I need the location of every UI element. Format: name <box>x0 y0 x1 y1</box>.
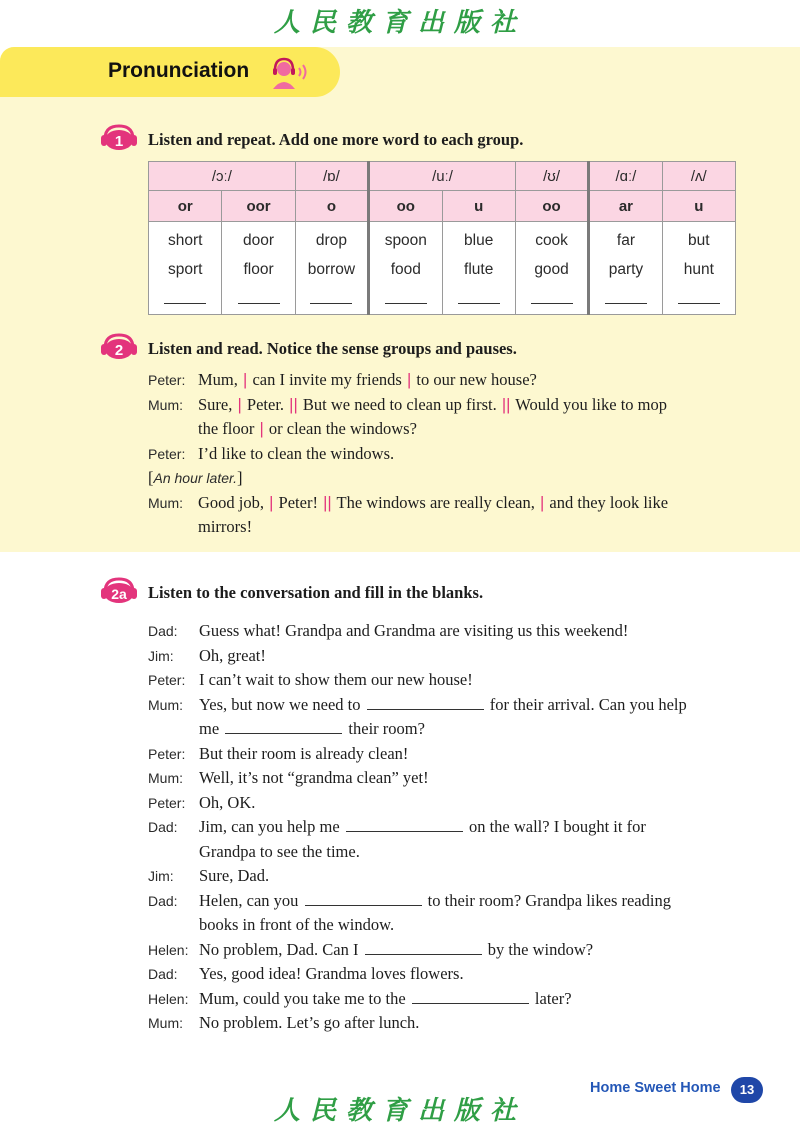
answer-blank[interactable] <box>678 284 720 304</box>
speaker: Jim: <box>148 868 174 884</box>
sound-cell: /ɑː/ <box>589 162 662 191</box>
dialogue-line <box>148 791 748 816</box>
dialogue-line <box>148 742 748 767</box>
word: short <box>167 232 203 249</box>
activity-1-badge-icon <box>99 123 139 151</box>
word: flute <box>464 261 494 278</box>
speaker: Peter: <box>148 372 186 388</box>
sound-cell: /ɔː/ <box>149 162 296 191</box>
publisher-logo-bottom: 人民教育出版社 <box>273 1096 526 1126</box>
word: but <box>688 232 710 249</box>
sound-cell: /uː/ <box>369 162 516 191</box>
unit-title: Home Sweet Home <box>590 1080 721 1096</box>
word: borrow <box>307 261 356 278</box>
dialogue-line <box>148 864 748 889</box>
word-group <box>222 222 295 315</box>
line-text: Guess what! Grandpa and Grandma are visiting us this weekend! <box>199 621 629 640</box>
speaker: Dad: <box>148 966 178 982</box>
word: food <box>390 261 421 278</box>
spelling-cell: oor <box>222 191 295 222</box>
line-text: Good job, | Peter! || The windows are really clean, | and they look like <box>198 492 669 512</box>
spelling-cell: u <box>442 191 515 222</box>
dialogue-line <box>148 619 748 644</box>
line-text: Well, it’s not “grandma clean” yet! <box>199 768 429 787</box>
fill-blank[interactable] <box>346 816 463 832</box>
dialogue-line <box>148 938 748 963</box>
activity-2-number: 2 <box>114 342 124 359</box>
spelling-cell: u <box>662 191 735 222</box>
dialogue-line <box>148 1011 748 1036</box>
activity-2a-number: 2a <box>111 586 127 602</box>
page-number: 13 <box>731 1077 763 1103</box>
speaker: Peter: <box>148 672 186 688</box>
pause-mark: || <box>323 493 332 512</box>
dialogue-line <box>148 442 748 467</box>
fill-blank[interactable] <box>412 988 529 1004</box>
line-text: I can’t wait to show them our new house! <box>199 670 473 689</box>
word-group <box>295 222 368 315</box>
speaker: Jim: <box>148 647 174 664</box>
pause-mark: | <box>237 395 242 414</box>
pause-mark: | <box>406 371 412 389</box>
word: drop <box>315 232 347 249</box>
speaker: Mum: <box>148 494 183 511</box>
word: floor <box>243 261 274 278</box>
speaker: Peter: <box>148 745 186 762</box>
activity-2a-badge-icon <box>99 576 139 604</box>
activity-2-instruction: Listen and read. Notice the sense groups and pauses. <box>148 339 517 358</box>
spelling-cell: ar <box>589 191 662 222</box>
answer-blank[interactable] <box>458 284 500 304</box>
answer-blank[interactable] <box>164 284 206 304</box>
activity-2a-dialogue <box>148 619 748 1036</box>
line-text: Yes, but now we need to for their arrival. Can you help <box>199 694 687 714</box>
line-text: Oh, OK. <box>199 792 256 812</box>
sound-cell: /ʊ/ <box>515 162 588 191</box>
speaker: Helen: <box>148 990 189 1007</box>
speaker: Dad: <box>148 623 178 639</box>
line-text: No problem. Let’s go after lunch. <box>199 1013 420 1032</box>
activity-1-number: 1 <box>114 133 124 150</box>
word-group <box>369 222 442 315</box>
spelling-cell: or <box>149 191 222 222</box>
dialogue-line <box>148 766 748 791</box>
line-text: Yes, good idea! Grandma loves flowers. <box>199 964 464 983</box>
speaker: Helen: <box>148 941 189 958</box>
dialogue-line <box>148 693 748 718</box>
answer-blank[interactable] <box>310 284 352 304</box>
spelling-cell: oo <box>515 191 588 222</box>
word-group <box>442 222 515 315</box>
word: cook <box>535 232 568 249</box>
dialogue-line <box>148 987 748 1012</box>
line-text: Mum, | can I invite my friends | to our new house? <box>198 370 537 389</box>
dialogue-line <box>148 815 748 840</box>
pause-mark: || <box>501 395 511 414</box>
fill-blank[interactable] <box>365 939 482 955</box>
sound-cell: /ɒ/ <box>295 162 368 191</box>
speaker: Mum: <box>148 1015 183 1031</box>
pause-mark: | <box>243 371 248 389</box>
dialogue-line <box>148 491 748 516</box>
dialogue-line <box>148 368 748 393</box>
word: good <box>534 261 569 278</box>
dialogue-line <box>148 644 748 669</box>
word-group <box>149 222 222 315</box>
word: far <box>616 232 635 249</box>
line-text: mirrors! <box>198 517 253 536</box>
pause-mark: | <box>539 493 545 512</box>
spelling-cell: o <box>295 191 368 222</box>
word: blue <box>464 232 494 249</box>
line-text: No problem, Dad. Can I by the window? <box>199 939 594 959</box>
word-group <box>515 222 588 315</box>
dialogue-line-continued <box>148 417 748 442</box>
line-text: me their room? <box>199 719 425 738</box>
word-group <box>589 222 662 315</box>
activity-2a-instruction: Listen to the conversation and fill in the blanks. <box>148 583 484 602</box>
dialogue-line <box>148 393 748 418</box>
speaker: Dad: <box>148 892 178 909</box>
speaker: Dad: <box>148 819 178 835</box>
phonics-table <box>148 161 736 315</box>
speaker: Peter: <box>148 445 186 462</box>
answer-blank[interactable] <box>605 284 647 304</box>
dialogue-line <box>148 889 748 914</box>
speaker: Mum: <box>148 696 183 713</box>
listening-person-icon <box>268 57 312 91</box>
dialogue-line-continued <box>148 515 748 540</box>
dialogue-line-continued <box>148 840 748 865</box>
line-text: Helen, can you to their room? Grandpa likes reading <box>199 890 671 910</box>
dialogue-line <box>148 962 748 987</box>
activity-2-dialogue <box>148 368 748 540</box>
activity-2-badge-icon <box>99 332 139 360</box>
pause-mark: || <box>289 395 298 414</box>
line-text: the floor | or clean the windows? <box>198 419 417 438</box>
dialogue-line-continued <box>148 717 748 742</box>
fill-blank[interactable] <box>305 890 422 906</box>
line-text: Mum, could you take me to the later? <box>199 988 572 1008</box>
word: hunt <box>683 261 714 278</box>
answer-blank[interactable] <box>531 284 573 304</box>
publisher-logo-top: 人民教育出版社 <box>273 8 526 38</box>
activity-1-instruction: Listen and repeat. Add one more word to each group. <box>148 130 524 149</box>
answer-blank[interactable] <box>238 284 280 304</box>
line-text: Oh, great! <box>199 645 266 665</box>
spelling-cell: oo <box>369 191 442 222</box>
dialogue-line <box>148 668 748 693</box>
word: door <box>243 232 275 249</box>
line-text: But their room is already clean! <box>199 743 409 763</box>
stage-direction: [An hour later.] <box>148 468 243 487</box>
word-group <box>662 222 735 315</box>
line-text: I’d like to clean the windows. <box>198 443 395 463</box>
answer-blank[interactable] <box>385 284 427 304</box>
word: spoon <box>384 232 427 249</box>
dialogue-line-continued <box>148 913 748 938</box>
speaker: Mum: <box>148 770 183 786</box>
section-title: Pronunciation <box>108 59 250 82</box>
line-text: Jim, can you help me on the wall? I bought it for <box>199 817 646 836</box>
speaker: Peter: <box>148 794 186 811</box>
line-text: books in front of the window. <box>199 915 395 934</box>
line-text: Sure, | Peter. || But we need to clean up first. || Would you like to mop <box>198 394 667 414</box>
line-text: Grandpa to see the time. <box>199 841 360 861</box>
pause-mark: | <box>259 420 264 438</box>
word: sport <box>167 261 203 278</box>
pause-mark: | <box>269 493 274 512</box>
fill-blank[interactable] <box>367 694 484 710</box>
line-text: Sure, Dad. <box>199 866 270 885</box>
word: party <box>608 261 644 278</box>
stage-note: An hour later. <box>153 470 238 486</box>
sound-cell: /ʌ/ <box>662 162 735 191</box>
fill-blank[interactable] <box>225 718 342 734</box>
speaker: Mum: <box>148 396 183 413</box>
